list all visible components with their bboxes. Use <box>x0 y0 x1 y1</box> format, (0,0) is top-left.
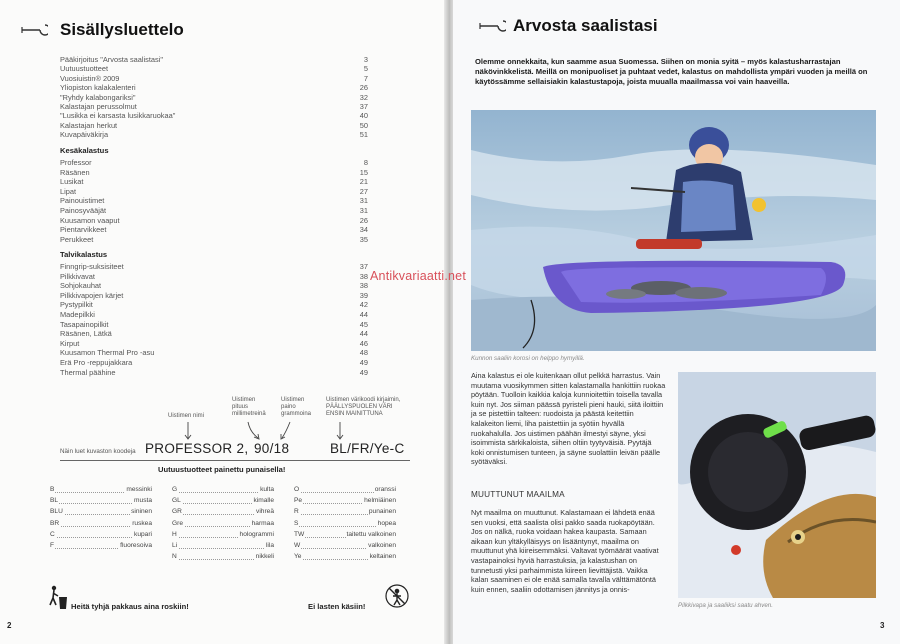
label-length-line3: millimetreinä <box>232 411 266 417</box>
color-code: TW <box>294 530 305 538</box>
page-number-left: 2 <box>7 621 12 630</box>
toc-label: Räsänen <box>60 167 90 177</box>
page-number-right: 3 <box>880 621 885 630</box>
winter-heading: Talvikalastus <box>60 250 108 259</box>
read-codes-label: Näin luet kuvaston koodeja <box>60 448 136 455</box>
toc-label: Professor <box>60 158 92 167</box>
legend-rule <box>60 460 410 461</box>
toc-page-number: 37 <box>359 262 368 271</box>
photo1-caption: Kunnon saaliin korosi on helppo hymyillä. <box>471 355 585 362</box>
color-code: H <box>172 530 177 538</box>
toc-label: Kalastajan perussolmut <box>60 102 137 111</box>
color-name: sininen <box>131 508 152 516</box>
toc-label: Uutuustuotteet <box>60 64 109 74</box>
color-name: punainen <box>368 508 396 516</box>
label-weight-line3: grammoina <box>281 411 312 417</box>
trash-bin-icon <box>47 585 69 611</box>
toc-label: Sohjokauhat <box>60 281 102 291</box>
color-name: lila <box>265 542 274 549</box>
toc-label: Pystypilkit <box>60 300 93 310</box>
color-code-row <box>294 529 396 538</box>
article-col1-p1: Aina kalastus ei ole kuitenkaan ollut pelkkä harrastus. Vain muutama vuosikymmen sitten kalastamalla hankittiin ruokaa pöytään. Tuolloin kaikkia kaloja kunnioitettiin toisella tavalla kuin nyt. Jos siiman päässä pyristeli pieni hauki, siitä iloittiin ja se pistettiin talteen: ruodoista ja päästä keitettiin kalakeiton liemi, liha paistettiin ja syötiin hyvällä ruokahalulla. Jos uistimen päähän ilmestyi säyne, yksi isoimmista särkikaloista, siihen oltiin tyytyväisiä. Pyytäjä koki onnistumisen tunteen, ja säyne suolattiin leivän päälle syötäväksi. <box>471 371 666 467</box>
color-code: BL <box>50 497 59 505</box>
color-code: GL <box>172 497 181 505</box>
example-code-size: 90/18 <box>254 441 290 456</box>
color-code-row <box>172 495 274 504</box>
color-code-row <box>50 506 152 515</box>
color-code: GR <box>172 508 182 516</box>
toc-label: Pientarvikkeet <box>60 225 107 235</box>
toc-row <box>60 262 368 272</box>
color-code: W <box>294 542 301 549</box>
color-name: ruskea <box>132 519 152 527</box>
label-colors-line1: Uistimen värikoodi kirjaimin, <box>326 397 401 403</box>
color-name: hologrammi <box>239 530 274 538</box>
toc-page-number: 38 <box>359 281 368 291</box>
label-length-line1: Uistimen <box>232 397 256 403</box>
toc-page-number: 37 <box>359 102 368 111</box>
color-code-row <box>172 484 274 493</box>
toc-page-number: 26 <box>359 83 368 93</box>
toc-label: Pilkkivavat <box>60 271 95 281</box>
article-intro: Olemme onnekkaita, kun saamme asua Suomessa. Siihen on monia syitä – myös kalastusharrastajan näkövinkkelistä. Meillä on monipuoliset ja puhtaat vedet, kalastus on mahdollista ympäri vuoden ja meillä on käytössämme sellaisiakin kalastustapoja, joista muualla maailmassa voi vain haaveilla. <box>475 57 868 86</box>
label-colors-line2: PÄÄLLYSPUOLEN VÄRI <box>326 404 393 410</box>
toc-row <box>60 196 368 206</box>
color-name: harmaa <box>251 519 274 527</box>
color-code-row <box>172 540 274 549</box>
color-code: Pe <box>294 497 303 505</box>
color-name: kulta <box>260 486 274 493</box>
new-products-note: Uutuustuotteet painettu punaisella! <box>158 465 286 474</box>
toc-page-number: 5 <box>363 64 368 74</box>
summer-heading: Kesäkalastus <box>60 146 109 155</box>
color-name: oranssi <box>374 486 396 493</box>
toc-row <box>60 368 368 378</box>
toc-row <box>60 168 368 178</box>
not-for-children-icon <box>384 583 410 609</box>
toc-label: Kuvapäiväkirja <box>60 130 109 140</box>
color-code-row <box>294 506 396 515</box>
toc-row <box>60 187 368 197</box>
color-code-row <box>294 518 396 527</box>
color-code-row <box>50 495 152 504</box>
toc-page-number: 34 <box>359 225 368 235</box>
toc-page-number: 31 <box>359 206 368 215</box>
color-code-row <box>50 529 152 538</box>
color-code: Gre <box>172 519 183 527</box>
label-lure-weight <box>281 397 311 418</box>
toc-label: Räsänen, Lätkä <box>60 329 112 339</box>
color-name: helmiäinen <box>364 497 396 505</box>
toc-row <box>60 235 368 245</box>
toc-label: Yliopiston kalakalenteri <box>60 83 136 93</box>
color-code-row <box>172 529 274 538</box>
color-name: taitettu valkoinen <box>346 530 396 538</box>
toc-page-number: 49 <box>359 367 368 377</box>
example-code-colors: BL/FR/Ye-C <box>330 441 405 456</box>
toc-page-number: 7 <box>363 73 368 83</box>
toc-page-number: 21 <box>359 177 368 187</box>
label-length-line2: pituus <box>232 404 249 410</box>
color-code: Li <box>172 542 178 549</box>
color-name: hopea <box>377 519 396 527</box>
toc-page-number: 51 <box>359 130 368 140</box>
footer-right-note: Ei lasten käsiin! <box>308 602 366 611</box>
color-code: N <box>172 553 177 561</box>
toc-label: "Lusikka ei karsasta lusikkaruokaa" <box>60 111 176 121</box>
toc-label: Finngrip-suksisiteet <box>60 262 124 271</box>
color-name: fluoresoiva <box>120 542 152 549</box>
toc-row <box>60 339 368 349</box>
toc-label: Tasapainopilkit <box>60 319 109 329</box>
toc-label: Perukkeet <box>60 234 94 244</box>
color-code: R <box>294 508 299 516</box>
color-code: B <box>50 486 55 493</box>
toc-label: Lusikat <box>60 177 84 187</box>
color-code-row <box>294 495 396 504</box>
toc-row <box>60 272 368 282</box>
toc-label: Erä Pro -reppujakkara <box>60 358 133 367</box>
example-code-name: PROFESSOR 2, <box>145 441 249 456</box>
toc-row <box>60 206 368 216</box>
toc-label: Vuosiuistin® 2009 <box>60 73 120 83</box>
toc-page-number: 35 <box>359 234 368 244</box>
photo-child-ice-fishing <box>471 110 876 351</box>
color-name: kimalle <box>253 497 274 505</box>
toc-label: Madepilkki <box>60 310 95 319</box>
toc-page-number: 44 <box>359 329 368 339</box>
color-code: G <box>172 486 178 493</box>
color-name: kupari <box>134 530 152 538</box>
toc-page-number: 8 <box>363 158 368 167</box>
toc-label: Lipat <box>60 186 77 196</box>
color-code-row <box>50 540 152 549</box>
fish-hook-icon <box>20 22 48 38</box>
article-title: Arvosta saalistasi <box>513 16 658 35</box>
toc-row <box>60 291 368 301</box>
photo-reel-and-perch <box>678 372 876 598</box>
color-code-row <box>172 506 274 515</box>
toc-row <box>60 320 368 330</box>
toc-page-number: 49 <box>359 358 368 367</box>
color-code-row <box>50 484 152 493</box>
toc-row <box>60 225 368 235</box>
toc-row <box>60 216 368 226</box>
toc-page-number: 3 <box>363 55 368 64</box>
toc-page-number: 27 <box>359 186 368 196</box>
toc-label: Kalastajan herkut <box>60 120 118 130</box>
toc-label: Kirput <box>60 338 80 348</box>
fish-hook-icon-right <box>478 18 506 34</box>
color-code-row <box>172 551 274 560</box>
color-name: messinki <box>126 486 152 493</box>
toc-row <box>60 177 368 187</box>
toc-page-number: 31 <box>359 196 368 206</box>
toc-label: Thermal päähine <box>60 367 116 377</box>
toc-page-number: 39 <box>359 290 368 300</box>
toc-page-number: 32 <box>359 92 368 102</box>
toc-title: Sisällysluettelo <box>60 20 184 39</box>
color-name: nikkeli <box>255 553 274 561</box>
color-code-row <box>50 518 152 527</box>
toc-label: Kuusamon Thermal Pro -asu <box>60 348 155 358</box>
label-lure-colors <box>326 397 400 418</box>
color-code-row <box>294 551 396 560</box>
toc-row <box>60 300 368 310</box>
color-code: BR <box>50 519 60 527</box>
toc-page-number: 15 <box>359 167 368 177</box>
toc-label: Painosyvääjät <box>60 206 107 215</box>
color-code-row <box>172 518 274 527</box>
color-name: keltainen <box>369 553 396 561</box>
label-colors-line3: ENSIN MAINITTUNA <box>326 411 383 417</box>
color-code-row <box>294 540 396 549</box>
color-code: Ye <box>294 553 302 561</box>
toc-row <box>60 329 368 339</box>
toc-label: Painouistimet <box>60 196 105 206</box>
toc-page-number: 50 <box>359 120 368 130</box>
toc-page-number: 45 <box>359 319 368 329</box>
toc-label: "Ryhdy kalabongariksi" <box>60 92 136 102</box>
toc-label: Pääkirjoitus "Arvosta saalistasi" <box>60 55 164 64</box>
color-code: F <box>50 542 55 549</box>
article-col1-p2: Nyt maailma on muuttunut. Kalastamaan ei lähdetä enää sen vuoksi, että saalista olisi pakko saada ruokapöytään. Jos on nälkä, ruoka voidaan hakea kaupasta. Samaan aikaan kun yltäkylläisyys on lisääntynyt, maailma on muuttunut yhä kiireisemmäksi. Valtavat työmäärät vaativat vastapainoksi hyviä harrastuksia, ja kalastushan on tunnetusti yksi parhaimmista kiireen lievittäjistä. Vaikka kalan saaminen ei ole enää samalla tavalla välttämätöntä kuin ennen, saaliin odottamisen jännitys ja onnis- <box>471 508 659 594</box>
label-weight-line1: Uistimen <box>281 397 305 403</box>
toc-page-number: 44 <box>359 310 368 319</box>
color-code: S <box>294 519 299 527</box>
toc-page-number: 26 <box>359 215 368 225</box>
toc-label: Pilkkivapojen kärjet <box>60 290 124 300</box>
toc-row <box>60 281 368 291</box>
toc-row <box>60 358 368 368</box>
color-code: O <box>294 486 300 493</box>
color-code-row <box>294 484 396 493</box>
color-name: musta <box>134 497 152 505</box>
toc-page-number: 38 <box>359 271 368 281</box>
color-name: vihreä <box>256 508 274 516</box>
toc-page-number: 42 <box>359 300 368 310</box>
color-name: valkoinen <box>368 542 396 549</box>
article-subheading: MUUTTUNUT MAAILMA <box>471 490 565 499</box>
toc-page-number: 40 <box>359 111 368 121</box>
toc-row <box>60 348 368 358</box>
color-code: BLU <box>50 508 63 516</box>
toc-label: Kuusamon vaaput <box>60 215 120 225</box>
footer-left-note: Heitä tyhjä pakkaus aina roskiin! <box>71 602 189 611</box>
toc-row <box>60 130 368 140</box>
toc-page-number: 46 <box>359 338 368 348</box>
watermark-text: Antikvariaatti.net <box>370 269 467 283</box>
label-lure-length <box>232 397 266 418</box>
color-code: C <box>50 530 55 538</box>
toc-row <box>60 310 368 320</box>
label-lure-name: Uistimen nimi <box>168 413 205 419</box>
photo2-caption: Pilkkivapa ja saaliiksi saatu ahven. <box>678 602 773 609</box>
toc-page-number: 48 <box>359 348 368 358</box>
toc-row <box>60 158 368 168</box>
label-weight-line2: paino <box>281 404 296 410</box>
